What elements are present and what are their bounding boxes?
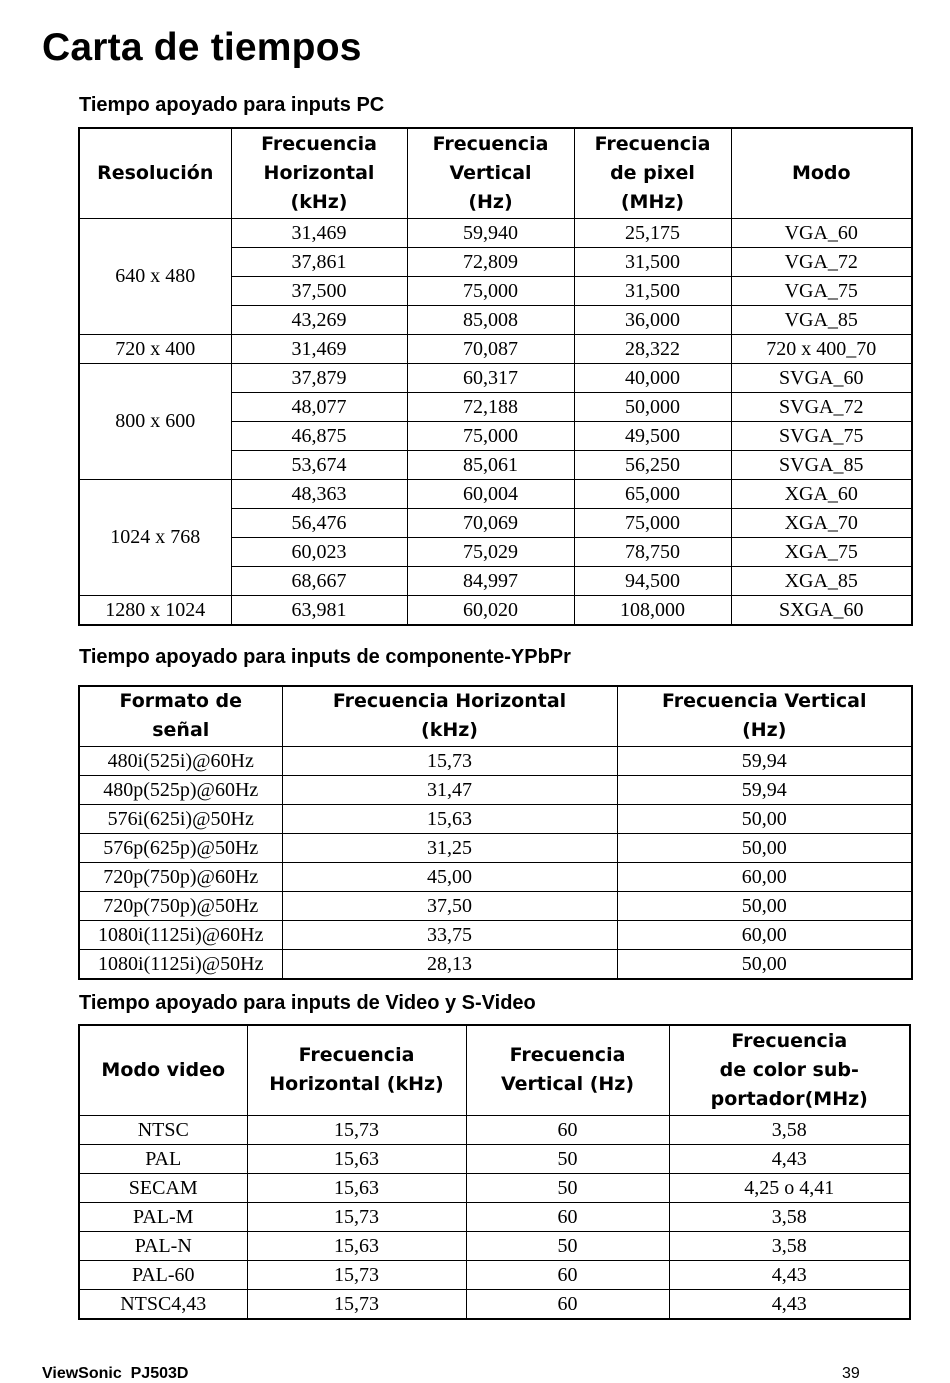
signal-format-cell: 480i(525i)@60Hz	[79, 746, 282, 775]
horizontal-frequency-cell: 56,476	[231, 508, 407, 537]
table-row	[79, 1202, 910, 1231]
video-mode-cell: NTSC4,43	[79, 1289, 247, 1319]
table-row	[79, 1144, 910, 1173]
vertical-frequency-cell: 60	[466, 1260, 669, 1289]
video-mode-cell: SECAM	[79, 1173, 247, 1202]
table-row	[79, 479, 912, 508]
table-row	[79, 1260, 910, 1289]
pixel-frequency-cell: 94,500	[574, 566, 731, 595]
horizontal-frequency-cell: 15,63	[247, 1231, 466, 1260]
subcarrier-frequency-cell: 3,58	[669, 1115, 910, 1144]
component-table-body	[79, 746, 912, 979]
pc-header-mode: Modo	[731, 128, 912, 218]
vertical-frequency-cell: 59,940	[407, 218, 574, 247]
subcarrier-frequency-cell: 4,43	[669, 1260, 910, 1289]
resolution-cell: 720 x 400	[79, 334, 231, 363]
pixel-frequency-cell: 40,000	[574, 363, 731, 392]
table-row	[79, 1289, 910, 1319]
footer-brand: ViewSonic PJ503D	[42, 1365, 189, 1382]
vertical-frequency-cell: 72,188	[407, 392, 574, 421]
vertical-frequency-cell: 85,008	[407, 305, 574, 334]
pc-table-body	[79, 218, 912, 625]
pixel-frequency-cell: 31,500	[574, 276, 731, 305]
horizontal-frequency-cell: 45,00	[282, 862, 617, 891]
video-timing-table	[78, 1024, 911, 1320]
mode-cell: SVGA_60	[731, 363, 912, 392]
pixel-frequency-cell: 31,500	[574, 247, 731, 276]
horizontal-frequency-cell: 48,363	[231, 479, 407, 508]
pc-timing-table	[78, 127, 913, 626]
resolution-cell: 640 x 480	[79, 218, 231, 334]
subcarrier-frequency-cell: 3,58	[669, 1231, 910, 1260]
table-row	[79, 595, 912, 625]
component-header-horizontal-frequency: Frecuencia Horizontal (kHz)	[282, 686, 617, 746]
horizontal-frequency-cell: 31,47	[282, 775, 617, 804]
pixel-frequency-cell: 36,000	[574, 305, 731, 334]
pixel-frequency-cell: 25,175	[574, 218, 731, 247]
resolution-cell: 1024 x 768	[79, 479, 231, 595]
mode-cell: XGA_85	[731, 566, 912, 595]
vertical-frequency-cell: 50	[466, 1173, 669, 1202]
table-row	[79, 746, 912, 775]
mode-cell: SVGA_72	[731, 392, 912, 421]
vertical-frequency-cell: 75,000	[407, 276, 574, 305]
horizontal-frequency-cell: 15,73	[247, 1289, 466, 1319]
subcarrier-frequency-cell: 4,25 o 4,41	[669, 1173, 910, 1202]
signal-format-cell: 576i(625i)@50Hz	[79, 804, 282, 833]
pc-header-pixel-frequency: Frecuencia de pixel (MHz)	[574, 128, 731, 218]
subcarrier-frequency-cell: 3,58	[669, 1202, 910, 1231]
vertical-frequency-cell: 59,94	[617, 746, 912, 775]
vertical-frequency-cell: 50,00	[617, 804, 912, 833]
video-header-horizontal-frequency: Frecuencia Horizontal (kHz)	[247, 1025, 466, 1115]
table-row	[79, 334, 912, 363]
page-number: 39	[842, 1365, 860, 1382]
table-row	[79, 833, 912, 862]
video-header-subcarrier-frequency: Frecuencia de color sub- portador(MHz)	[669, 1025, 910, 1115]
pc-header-vertical-frequency: Frecuencia Vertical (Hz)	[407, 128, 574, 218]
subcarrier-frequency-cell: 4,43	[669, 1144, 910, 1173]
signal-format-cell: 480p(525p)@60Hz	[79, 775, 282, 804]
video-mode-cell: PAL	[79, 1144, 247, 1173]
vertical-frequency-cell: 60,00	[617, 920, 912, 949]
mode-cell: SVGA_85	[731, 450, 912, 479]
table-row	[79, 363, 912, 392]
pixel-frequency-cell: 50,000	[574, 392, 731, 421]
mode-cell: XGA_70	[731, 508, 912, 537]
video-header-mode: Modo video	[79, 1025, 247, 1115]
subcarrier-frequency-cell: 4,43	[669, 1289, 910, 1319]
horizontal-frequency-cell: 15,63	[247, 1144, 466, 1173]
pixel-frequency-cell: 78,750	[574, 537, 731, 566]
vertical-frequency-cell: 85,061	[407, 450, 574, 479]
vertical-frequency-cell: 50,00	[617, 833, 912, 862]
horizontal-frequency-cell: 28,13	[282, 949, 617, 979]
horizontal-frequency-cell: 53,674	[231, 450, 407, 479]
horizontal-frequency-cell: 37,50	[282, 891, 617, 920]
video-header-vertical-frequency: Frecuencia Vertical (Hz)	[466, 1025, 669, 1115]
horizontal-frequency-cell: 31,469	[231, 218, 407, 247]
horizontal-frequency-cell: 37,879	[231, 363, 407, 392]
mode-cell: VGA_75	[731, 276, 912, 305]
vertical-frequency-cell: 60	[466, 1289, 669, 1319]
component-header-vertical-frequency: Frecuencia Vertical (Hz)	[617, 686, 912, 746]
vertical-frequency-cell: 60,004	[407, 479, 574, 508]
vertical-frequency-cell: 60,317	[407, 363, 574, 392]
horizontal-frequency-cell: 37,500	[231, 276, 407, 305]
mode-cell: 720 x 400_70	[731, 334, 912, 363]
table-row	[79, 218, 912, 247]
vertical-frequency-cell: 60	[466, 1202, 669, 1231]
horizontal-frequency-cell: 37,861	[231, 247, 407, 276]
mode-cell: SVGA_75	[731, 421, 912, 450]
mode-cell: VGA_72	[731, 247, 912, 276]
table-row	[79, 775, 912, 804]
component-header-signal-format: Formato de señal	[79, 686, 282, 746]
vertical-frequency-cell: 72,809	[407, 247, 574, 276]
video-mode-cell: NTSC	[79, 1115, 247, 1144]
table-row	[79, 1231, 910, 1260]
vertical-frequency-cell: 50	[466, 1231, 669, 1260]
vertical-frequency-cell: 60	[466, 1115, 669, 1144]
vertical-frequency-cell: 84,997	[407, 566, 574, 595]
video-section-title: Tiempo apoyado para inputs de Video y S-Video	[79, 992, 536, 1014]
horizontal-frequency-cell: 15,63	[282, 804, 617, 833]
horizontal-frequency-cell: 68,667	[231, 566, 407, 595]
video-mode-cell: PAL-M	[79, 1202, 247, 1231]
signal-format-cell: 1080i(1125i)@60Hz	[79, 920, 282, 949]
video-mode-cell: PAL-60	[79, 1260, 247, 1289]
video-mode-cell: PAL-N	[79, 1231, 247, 1260]
table-row	[79, 949, 912, 979]
vertical-frequency-cell: 70,069	[407, 508, 574, 537]
table-row	[79, 920, 912, 949]
horizontal-frequency-cell: 31,469	[231, 334, 407, 363]
horizontal-frequency-cell: 43,269	[231, 305, 407, 334]
page-title: Carta de tiempos	[42, 26, 362, 69]
horizontal-frequency-cell: 15,73	[247, 1115, 466, 1144]
horizontal-frequency-cell: 15,63	[247, 1173, 466, 1202]
resolution-cell: 800 x 600	[79, 363, 231, 479]
mode-cell: XGA_75	[731, 537, 912, 566]
pixel-frequency-cell: 75,000	[574, 508, 731, 537]
video-table-body	[79, 1115, 910, 1319]
vertical-frequency-cell: 50,00	[617, 949, 912, 979]
horizontal-frequency-cell: 15,73	[247, 1260, 466, 1289]
vertical-frequency-cell: 50	[466, 1144, 669, 1173]
component-section-title: Tiempo apoyado para inputs de componente-YPbPr	[79, 646, 571, 668]
pixel-frequency-cell: 108,000	[574, 595, 731, 625]
pc-section-title: Tiempo apoyado para inputs PC	[79, 94, 385, 116]
table-row	[79, 804, 912, 833]
component-timing-table	[78, 685, 913, 980]
horizontal-frequency-cell: 31,25	[282, 833, 617, 862]
vertical-frequency-cell: 75,000	[407, 421, 574, 450]
pixel-frequency-cell: 65,000	[574, 479, 731, 508]
horizontal-frequency-cell: 60,023	[231, 537, 407, 566]
pixel-frequency-cell: 28,322	[574, 334, 731, 363]
signal-format-cell: 1080i(1125i)@50Hz	[79, 949, 282, 979]
table-row	[79, 1115, 910, 1144]
pixel-frequency-cell: 56,250	[574, 450, 731, 479]
mode-cell: XGA_60	[731, 479, 912, 508]
vertical-frequency-cell: 59,94	[617, 775, 912, 804]
vertical-frequency-cell: 75,029	[407, 537, 574, 566]
vertical-frequency-cell: 70,087	[407, 334, 574, 363]
signal-format-cell: 720p(750p)@50Hz	[79, 891, 282, 920]
horizontal-frequency-cell: 33,75	[282, 920, 617, 949]
table-row	[79, 1173, 910, 1202]
horizontal-frequency-cell: 15,73	[247, 1202, 466, 1231]
mode-cell: VGA_60	[731, 218, 912, 247]
horizontal-frequency-cell: 63,981	[231, 595, 407, 625]
horizontal-frequency-cell: 15,73	[282, 746, 617, 775]
signal-format-cell: 720p(750p)@60Hz	[79, 862, 282, 891]
vertical-frequency-cell: 60,020	[407, 595, 574, 625]
table-row	[79, 862, 912, 891]
vertical-frequency-cell: 60,00	[617, 862, 912, 891]
vertical-frequency-cell: 50,00	[617, 891, 912, 920]
signal-format-cell: 576p(625p)@50Hz	[79, 833, 282, 862]
pc-header-horizontal-frequency: Frecuencia Horizontal (kHz)	[231, 128, 407, 218]
resolution-cell: 1280 x 1024	[79, 595, 231, 625]
horizontal-frequency-cell: 46,875	[231, 421, 407, 450]
table-row	[79, 891, 912, 920]
pixel-frequency-cell: 49,500	[574, 421, 731, 450]
pc-header-resolution: Resolución	[79, 128, 231, 218]
horizontal-frequency-cell: 48,077	[231, 392, 407, 421]
mode-cell: VGA_85	[731, 305, 912, 334]
mode-cell: SXGA_60	[731, 595, 912, 625]
